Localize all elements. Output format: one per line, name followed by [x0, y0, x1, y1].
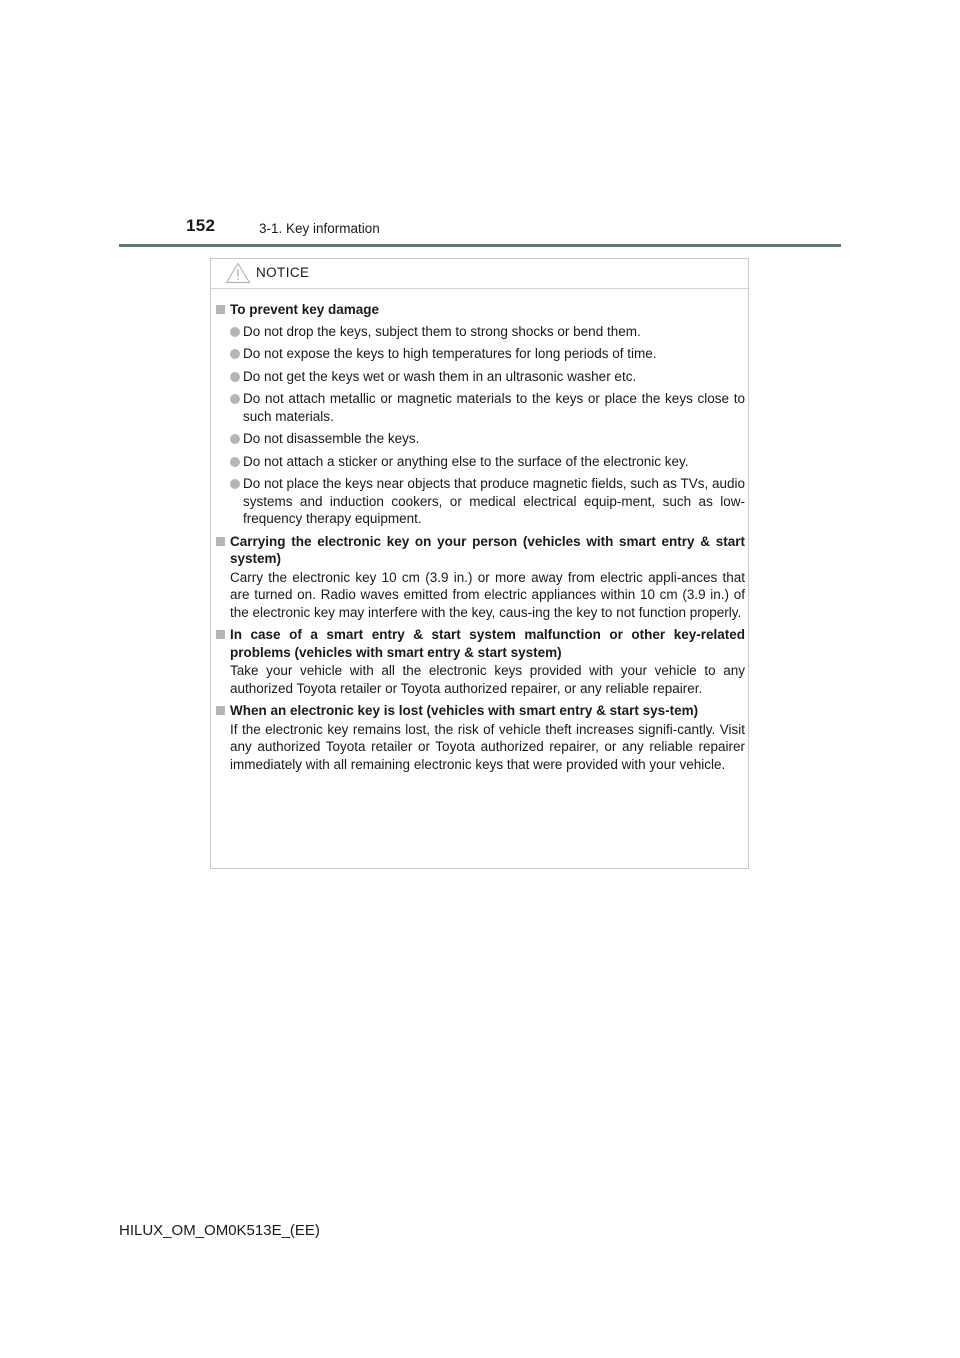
notice-section-key-damage	[216, 301, 745, 528]
bullet-text: Do not disassemble the keys.	[243, 431, 420, 446]
notice-section-carrying-key	[216, 533, 745, 622]
document-code: HILUX_OM_OM0K513E_(EE)	[119, 1222, 320, 1239]
list-item	[230, 345, 745, 363]
bullet-text: Do not place the keys near objects that produce magnetic fields, such as TVs, audio systems and induction cookers, or medical electrical equip-ment, such as low-frequency therapy equipment.	[243, 476, 745, 526]
bullet-text: Do not drop the keys, subject them to strong shocks or bend them.	[243, 323, 641, 339]
list-item	[230, 453, 745, 471]
circle-bullet-icon	[230, 479, 240, 489]
header-divider	[119, 244, 841, 247]
notice-section-malfunction	[216, 626, 745, 697]
bullet-text: Do not get the keys wet or wash them in an ultrasonic washer etc.	[243, 368, 637, 384]
square-bullet-icon	[216, 305, 225, 314]
notice-section-lost-key	[216, 702, 745, 773]
section-heading: When an electronic key is lost (vehicles with smart entry & start sys-tem)	[230, 703, 699, 718]
circle-bullet-icon	[230, 372, 240, 382]
section-heading: Carrying the electronic key on your person (vehicles with smart entry & start system)	[230, 533, 745, 566]
list-item	[230, 368, 745, 386]
circle-bullet-icon	[230, 457, 240, 467]
section-heading: In case of a smart entry & start system malfunction or other key-related problems (vehicles with smart entry & start system)	[230, 627, 745, 660]
circle-bullet-icon	[230, 394, 240, 404]
circle-bullet-icon	[230, 349, 240, 359]
list-item	[230, 475, 745, 528]
list-item	[230, 430, 745, 448]
notice-content	[216, 301, 745, 778]
bullet-list	[230, 323, 745, 528]
section-heading: To prevent key damage	[230, 302, 380, 317]
page-number: 152	[186, 216, 216, 235]
notice-header	[211, 259, 748, 289]
bullet-text: Do not attach a sticker or anything else to the surface of the electronic key.	[243, 453, 689, 469]
warning-triangle-icon	[225, 262, 251, 284]
notice-label: NOTICE	[256, 265, 310, 280]
list-item	[230, 390, 745, 425]
section-text: If the electronic key remains lost, the risk of vehicle theft increases signifi-cantly. Visit any authorized Toyota retailer or Toyota authorized repairer, or any reliable repairer immediately with all remaining electronic keys that were provided with your vehicle.	[230, 721, 745, 772]
circle-bullet-icon	[230, 327, 240, 337]
bullet-text: Do not expose the keys to high temperatures for long periods of time.	[243, 346, 657, 361]
section-text: Take your vehicle with all the electronic keys provided with your vehicle to any authorized Toyota retailer or Toyota authorized repairer, or any reliable repairer.	[230, 663, 745, 696]
notice-box	[210, 258, 749, 869]
square-bullet-icon	[216, 537, 225, 546]
circle-bullet-icon	[230, 434, 240, 444]
bullet-text: Do not attach metallic or magnetic materials to the keys or place the keys close to such materials.	[243, 391, 745, 424]
square-bullet-icon	[216, 630, 225, 639]
section-title: 3-1. Key information	[259, 221, 380, 236]
section-text: Carry the electronic key 10 cm (3.9 in.) or more away from electric appli-ances that are turned on. Radio waves emitted from electric appliances within 10 cm (3.9 in.) of the electronic key may interfere with the key, caus-ing the key to not function properly.	[230, 569, 745, 620]
list-item	[230, 323, 745, 341]
square-bullet-icon	[216, 706, 225, 715]
